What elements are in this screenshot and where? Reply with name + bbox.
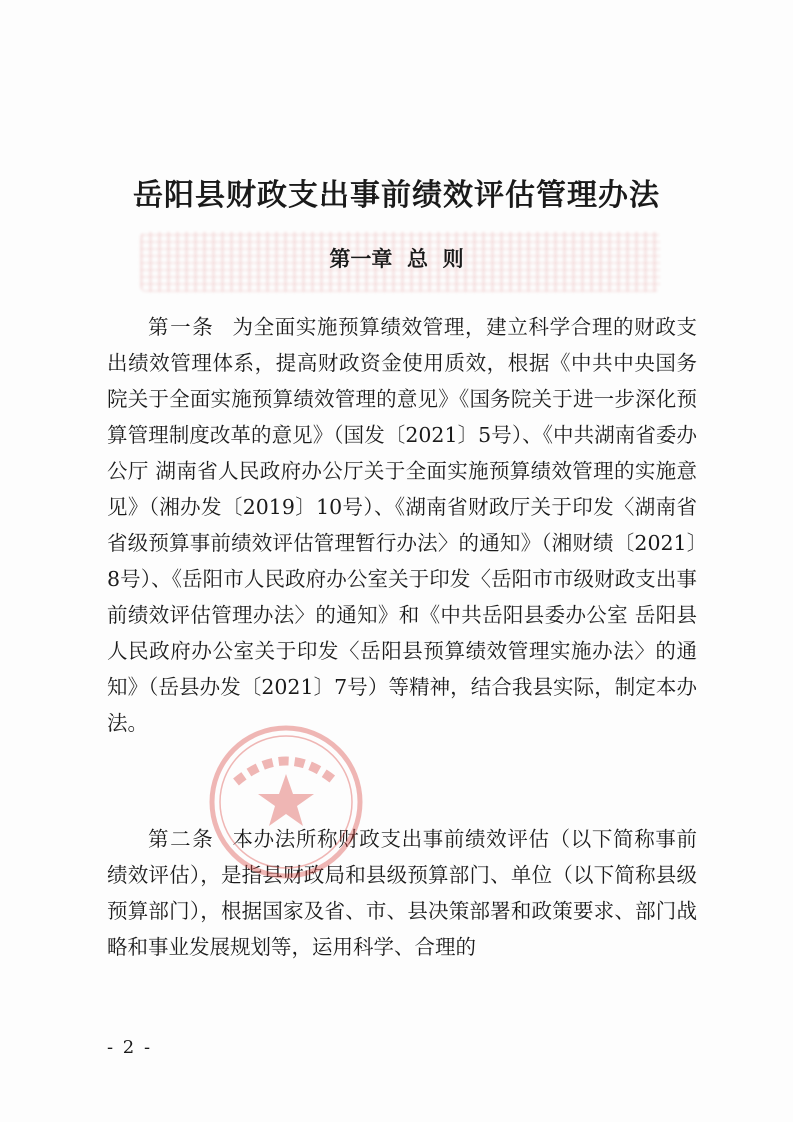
article-2-number: 第二条 (148, 827, 215, 851)
article-2 (107, 821, 697, 965)
article-1-text: 为全面实施预算绩效管理，建立科学合理的财政支出绩效管理体系，提高财政资金使用质效，根据《中共中央国务院关于全面实施预算绩效管理的意见》《国务院关于进一步深化预算管理制度改革的意见》（国发〔2021〕5号）、《中共湖南省委办公厅 湖南省人民政府办公厅关于全面实施预算绩效管理的实施意见》（湘办发〔2019〕10号）、《湖南省财政厅关于印发〈湖南省省级预算事前绩效评估管理暂行办法〉的通知》（湘财绩〔2021〕8号）、《岳阳市人民政府办公室关于印发〈岳阳市市级财政支出事前绩效评估管理办法〉的通知》和《中共岳阳县委办公室 岳阳县人民政府办公室关于印发〈岳阳县预算绩效管理实施办法〉的通知》（岳县办发〔2021〕7号）等精神，结合我县实际，制定本办法。 (107, 315, 697, 735)
article-1 (107, 309, 697, 741)
article-1-number: 第一条 (148, 315, 215, 339)
document-title: 岳阳县财政支出事前绩效评估管理办法 (133, 178, 660, 213)
chapter-heading: 第一章 总 则 (329, 247, 464, 271)
page-number: - 2 - (107, 1037, 153, 1058)
article-2-text: 本办法所称财政支出事前绩效评估（以下简称事前绩效评估），是指县财政局和县级预算部门、单位（以下简称县级预算部门），根据国家及省、市、县决策部署和政策要求、部门战略和事业发展规划等，运用科学、合理的 (107, 827, 697, 959)
